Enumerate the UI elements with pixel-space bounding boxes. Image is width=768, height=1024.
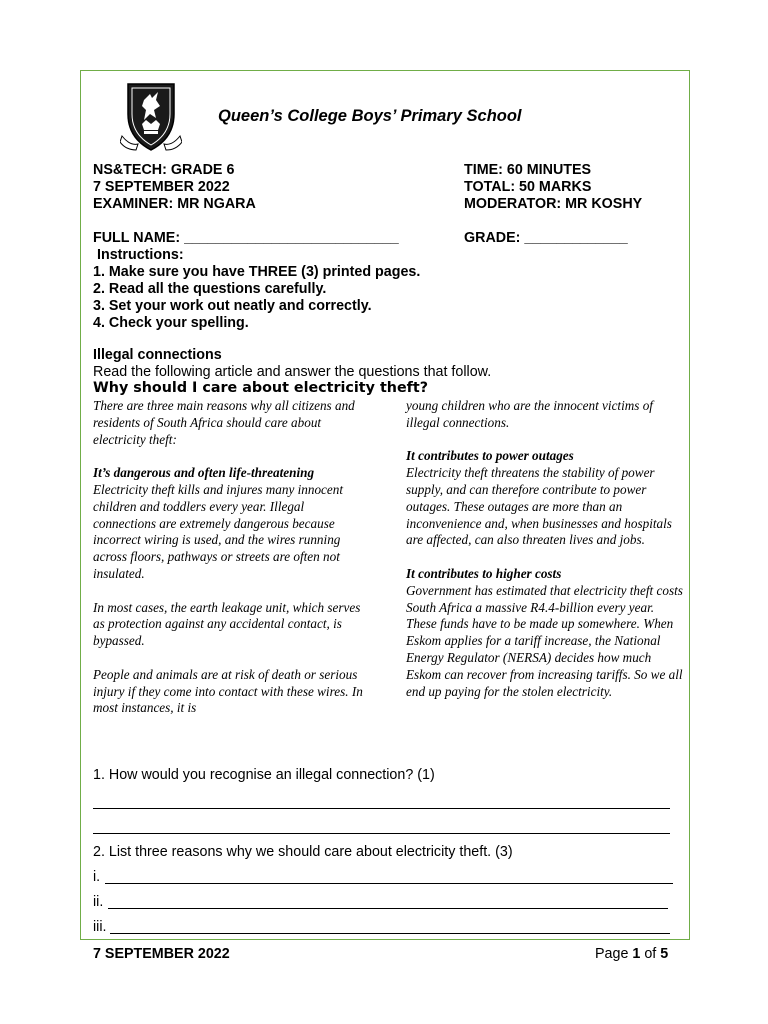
- article-paragraph: Government has estimated that electricity theft costs South Africa a massive R4.4-billion every year. These funds have to be made up somewhere. When Eskom applies for a tariff increase, the National Energy Regulator (NERSA) decides how much Eskom can recover from increasing tariffs. So we all end up paying for the stolen electricity.: [406, 582, 683, 699]
- instruction-item: 2. Read all the questions carefully.: [93, 281, 327, 297]
- answer-line[interactable]: [110, 933, 670, 934]
- instruction-item: 1. Make sure you have THREE (3) printed pages.: [93, 264, 421, 280]
- subject-grade: NS&TECH: GRADE 6: [93, 162, 235, 178]
- moderator: MODERATOR: MR KOSHY: [464, 196, 643, 212]
- exam-time: TIME: 60 MINUTES: [464, 162, 592, 178]
- article-paragraph: People and animals are at risk of death or serious injury if they come into contact with these wires. In most instances, it is: [93, 666, 363, 716]
- of-word: of: [644, 946, 657, 962]
- instruction-item: 3. Set your work out neatly and correctly.: [93, 298, 372, 314]
- question-1: 1. How would you recognise an illegal connection? (1): [93, 767, 435, 783]
- article-title: Why should I care about electricity theft?: [93, 380, 428, 396]
- article-paragraph: Electricity theft kills and injures many innocent children and toddlers every year. Illegal connections are extremely dangerous because incorrect wiring is used, and the wires running across floors, pathways or streets are often not insulated.: [93, 481, 344, 581]
- total-pages: 5: [660, 946, 669, 962]
- examiner: EXAMINER: MR NGARA: [93, 196, 256, 212]
- exam-details-right: [464, 162, 642, 213]
- section-title: Illegal connections: [93, 347, 222, 363]
- question-2: 2. List three reasons why we should care about electricity theft. (3): [93, 844, 513, 860]
- instructions-title: Instructions:: [97, 247, 184, 263]
- exam-total: TOTAL: 50 MARKS: [464, 179, 592, 195]
- current-page: 1: [632, 946, 641, 962]
- instructions: [93, 247, 420, 332]
- article-section: [406, 448, 686, 549]
- answer-label: iii.: [93, 919, 107, 935]
- exam-details-left: [93, 162, 256, 213]
- school-crest-logo: [120, 80, 182, 156]
- answer-line[interactable]: [93, 808, 670, 809]
- article-paragraph: In most cases, the earth leakage unit, which serves as protection against any accidental contact, is bypassed.: [93, 599, 361, 649]
- article-section: [406, 566, 686, 700]
- section-intro: Read the following article and answer the questions that follow.: [93, 364, 492, 380]
- page-word: Page: [595, 946, 629, 962]
- article-paragraph: young children who are the innocent victims of illegal connections.: [406, 398, 653, 430]
- answer-line[interactable]: [108, 908, 668, 909]
- answer-label: i.: [93, 869, 101, 885]
- article-column-left: [93, 398, 368, 734]
- article-subheading: It’s dangerous and often life-threatening: [93, 465, 315, 481]
- school-name: Queen’s College Boys’ Primary School: [218, 107, 522, 125]
- footer-date: 7 SEPTEMBER 2022: [93, 946, 230, 962]
- article-column-right: [406, 398, 686, 717]
- page-number: [595, 946, 668, 962]
- exam-date: 7 SEPTEMBER 2022: [93, 179, 230, 195]
- answer-label: ii.: [93, 894, 104, 910]
- answer-line[interactable]: [93, 833, 670, 834]
- grade-field[interactable]: GRADE: _____________: [464, 230, 628, 246]
- answer-line[interactable]: [105, 883, 673, 884]
- article-paragraph: There are three main reasons why all citizens and residents of South Africa should care about electricity theft:: [93, 398, 355, 447]
- article-paragraph: Electricity theft threatens the stability of power supply, and can therefore contribute to power outages. These outages are more than an inconvenience and, when businesses and hospitals are affected, can also threaten lives and jobs.: [406, 465, 672, 548]
- instruction-item: 4. Check your spelling.: [93, 315, 249, 331]
- article-section: [93, 465, 368, 583]
- article-subheading: It contributes to higher costs: [406, 565, 562, 581]
- full-name-field[interactable]: FULL NAME: ___________________________: [93, 230, 399, 246]
- article-subheading: It contributes to power outages: [406, 448, 574, 464]
